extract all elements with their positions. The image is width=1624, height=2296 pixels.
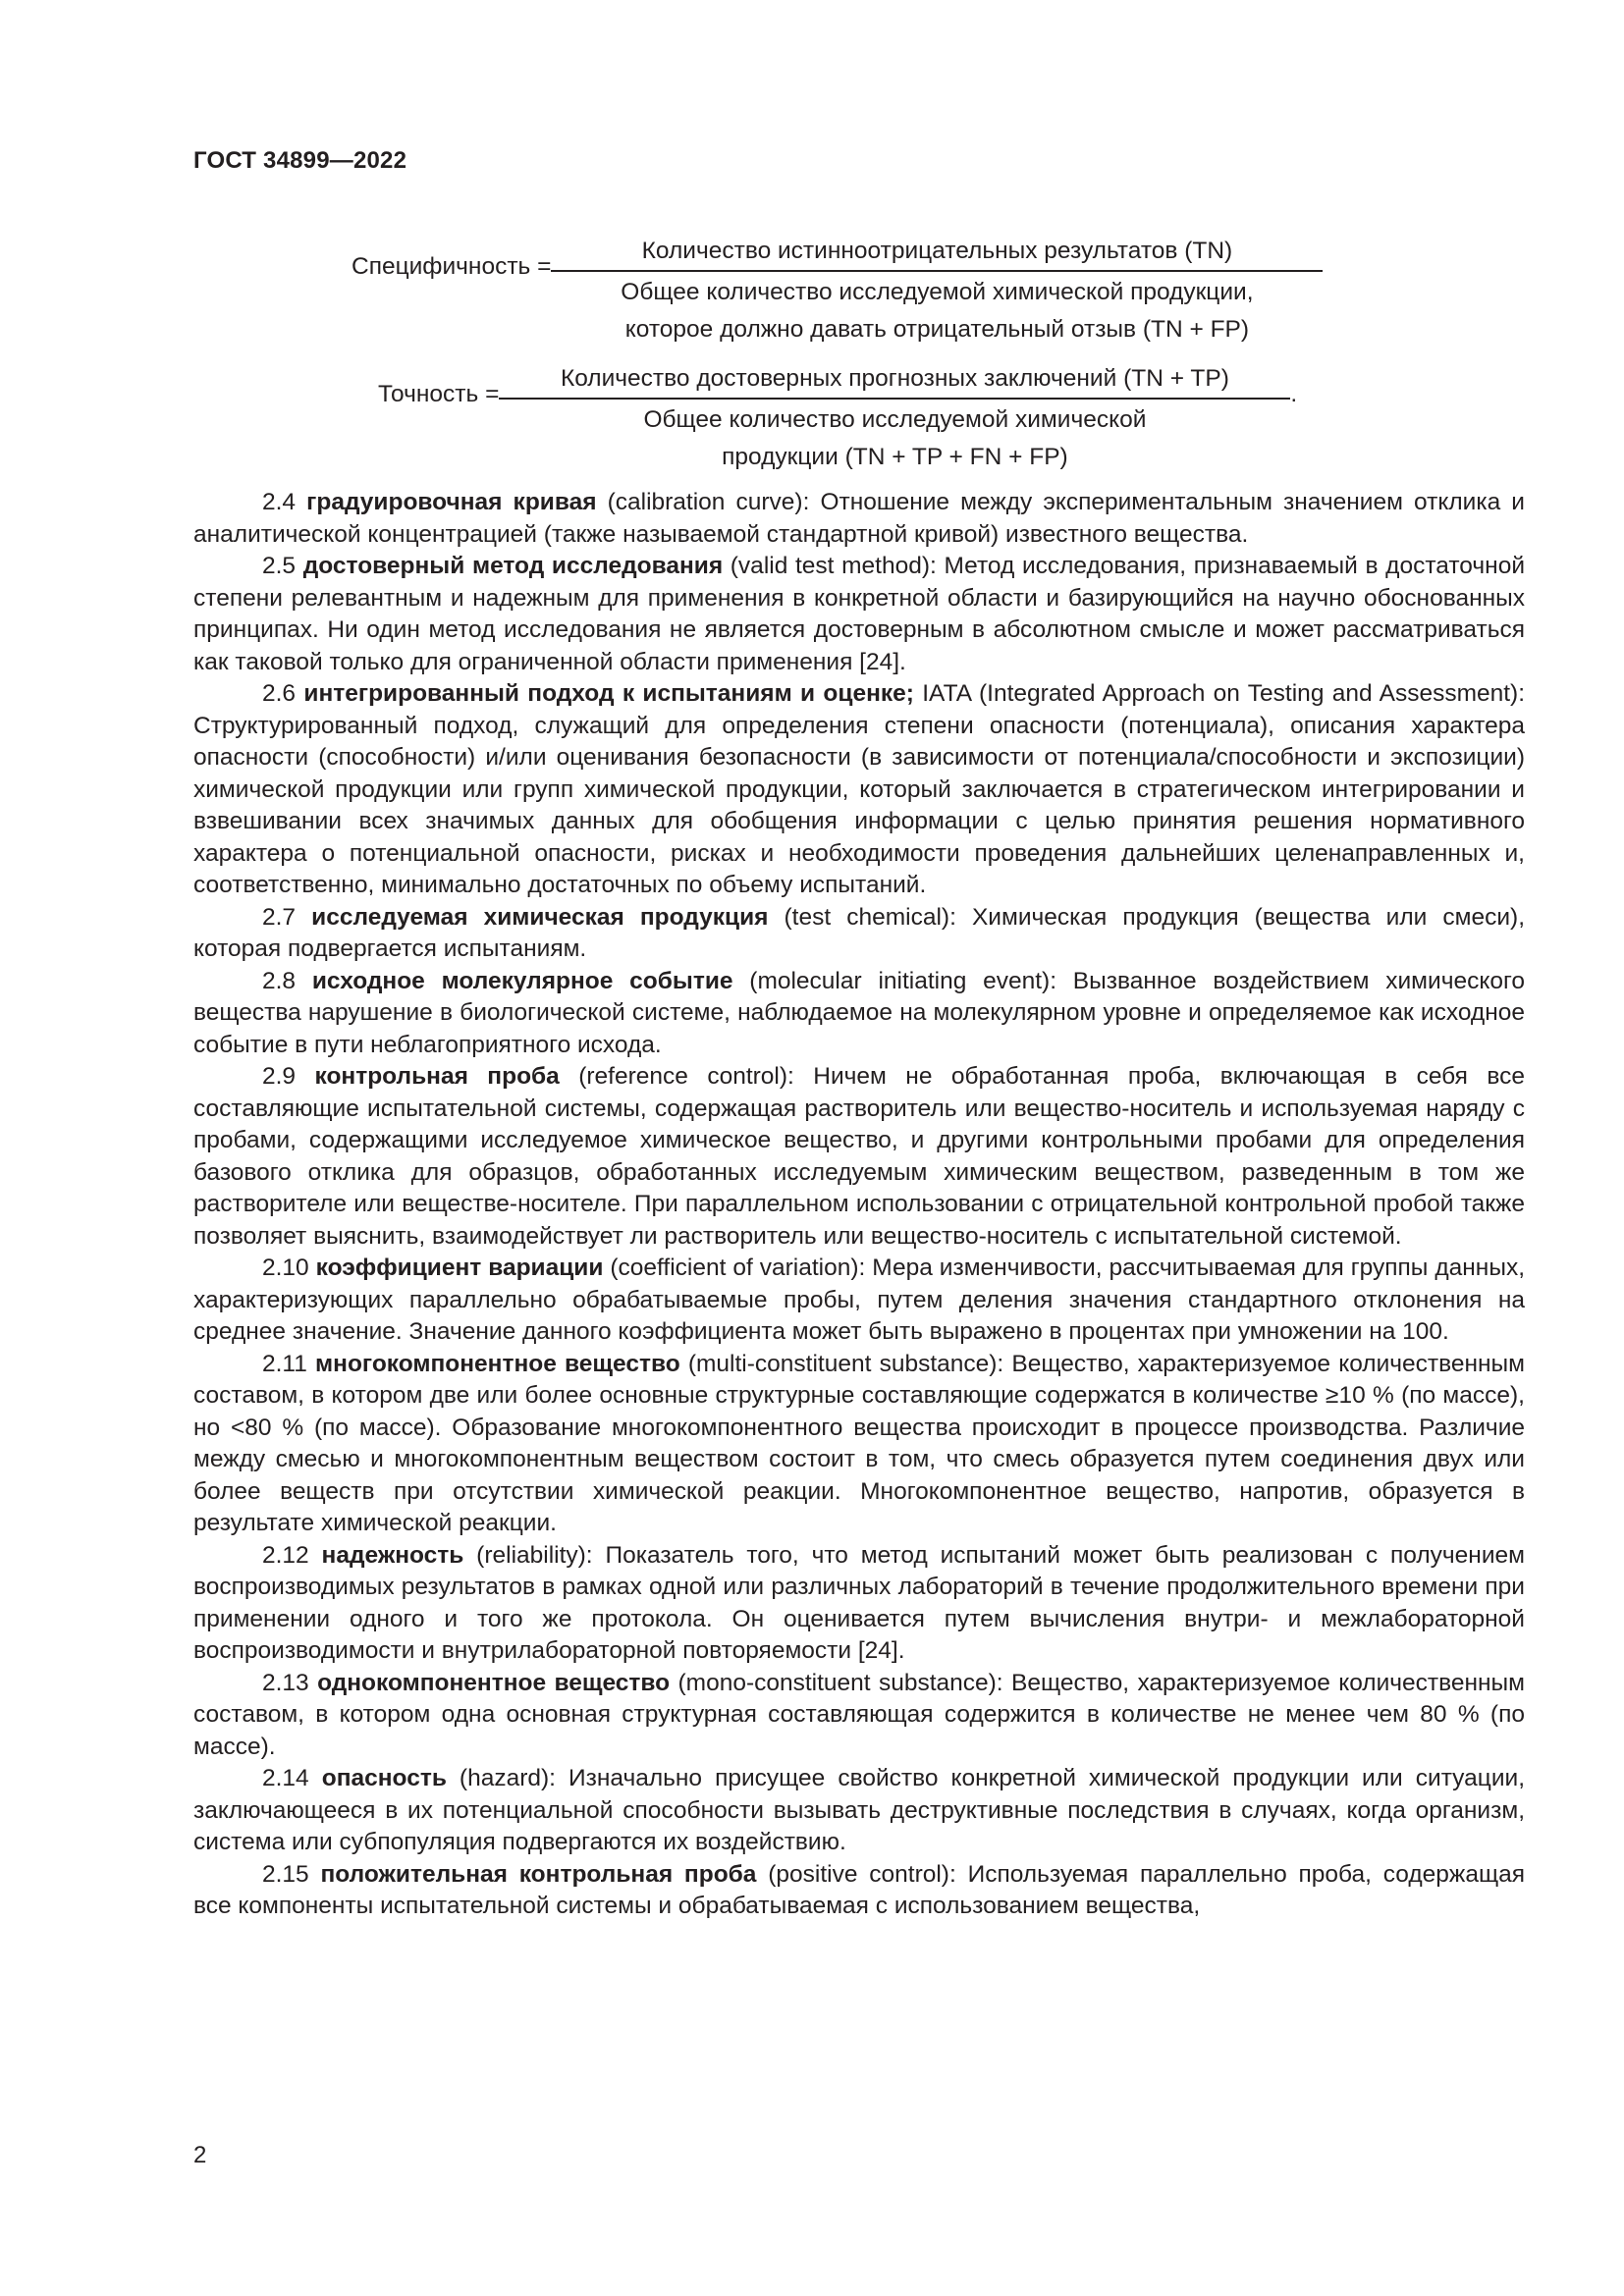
definition-2-10 — [193, 1253, 1525, 1349]
formula-fraction — [551, 238, 1323, 347]
term: коэффициент вариации — [315, 1255, 604, 1281]
term: положительная контрольная проба — [320, 1860, 757, 1888]
definition-2-15 — [193, 1859, 1525, 1923]
definition-text: (test chemical): Химическая продукция (вещества или смеси), которая подвергается испытаниям. — [193, 903, 1525, 962]
clause-number: 2.13 — [262, 1669, 309, 1696]
definition-text: (mono-constituent substance): Вещество, характеризуемое количественным составом, в котором одна основная структурная составляющая содержится в количестве не менее чем 80 % (по массе). — [193, 1669, 1526, 1760]
clause-number: 2.11 — [262, 1350, 307, 1377]
clause-number: 2.6 — [262, 680, 297, 707]
clause-number: 2.15 — [262, 1860, 309, 1888]
formula-numerator: Количество истинноотрицательных результатов (TN) — [641, 238, 1233, 264]
definition-text: (positive control): Используемая параллельно проба, содержащая все компоненты испытательной системы и обрабатываемая с использованием вещества, — [193, 1860, 1525, 1919]
definition-text: IATA (Integrated Approach on Testing and Assessment): Структурированный подход, служащий для определения степени опасности (потенциала), описания характера опасности (способности) и/или оценивания безопасности (в зависимости от потенциала/способности и экспозиции) химической продукции или групп химической продукции, который заключается в стратегическом интегрировании и взвешивании всех значимых данных для обобщения информации с целью принятия решения нормативного характера о потенциальной опасности, рисках и необходимости проведения дальнейших целенаправленных и, соответственно, минимально достаточных по объему испытаний. — [193, 680, 1526, 898]
document-header: ГОСТ 34899—2022 — [193, 147, 407, 174]
term: контрольная проба — [314, 1063, 560, 1090]
term: градуировочная кривая — [306, 489, 597, 515]
formula-denominator-line-2: которое должно давать отрицательный отзыв (TN + FP) — [624, 315, 1250, 343]
term: исходное молекулярное событие — [311, 967, 733, 994]
definition-2-7 — [193, 902, 1525, 966]
clause-number: 2.7 — [262, 903, 297, 931]
term: исследуемая химическая продукция — [311, 903, 769, 931]
definition-text: (reference control): Ничем не обработанная проба, включающая в себя все составляющие испытательной системы, содержащая растворитель или вещество-носитель и используемая наряду с пробами, содержащими исследуемое химическое вещество, и другими контрольными пробами для определения базового отклика для образцов, обработанных исследуемым химическим веществом, разведенным в том же растворителе или веществе-носителе. При параллельном использовании с отрицательной контрольной пробой также позволяет выяснить, взаимодействует ли растворитель или вещество-носитель с испытательной системой. — [193, 1063, 1525, 1250]
clause-number: 2.8 — [262, 967, 297, 994]
definition-2-12 — [193, 1540, 1525, 1668]
formula-fraction — [499, 365, 1290, 474]
formula-period: . — [1290, 381, 1298, 407]
formula-denominator-line-1: Общее количество исследуемой химической продукции, — [621, 278, 1254, 305]
formula-denominator-line-1: Общее количество исследуемой химической — [643, 405, 1147, 433]
term: интегрированный подход к испытаниям и оценке; — [303, 680, 914, 707]
definition-text: (multi-constituent substance): Вещество, характеризуемое количественным составом, в котором две или более основные структурные составляющие содержатся в количестве ≥10 % (по массе), но <80 % (по массе). Образование многокомпонентного вещества происходит в процессе производства. Различие между смесью и многокомпонентным веществом состоит в том, что смесь образуется путем соединения двух или более веществ при отсутствии химической реакции. Многокомпонентное вещество, напротив, образуется в результате химической реакции. — [193, 1350, 1526, 1536]
term: многокомпонентное вещество — [315, 1350, 680, 1377]
term: достоверный метод исследования — [302, 553, 724, 579]
clause-number: 2.14 — [262, 1765, 309, 1791]
formula-numerator: Количество достоверных прогнозных заключений (TN + TP) — [560, 365, 1229, 392]
definition-2-8 — [193, 966, 1525, 1062]
clause-number: 2.12 — [262, 1541, 309, 1569]
specificity-formula — [352, 238, 1323, 347]
clause-number: 2.10 — [262, 1255, 309, 1281]
definition-text: (calibration curve): Отношение между экспериментальным значением отклика и аналитической концентрацией (также называемой стандартной кривой) известного вещества. — [193, 489, 1525, 548]
definition-2-13 — [193, 1668, 1525, 1764]
definition-text: (molecular initiating event): Вызванное воздействием химического вещества нарушение в биологической системе, наблюдаемое на молекулярном уровне и определяемое как исходное событие в пути неблагоприятного исхода. — [193, 967, 1525, 1058]
definitions-body — [193, 487, 1525, 1923]
definition-2-6 — [193, 678, 1525, 902]
term: однокомпонентное вещество — [317, 1669, 671, 1696]
definition-2-14 — [193, 1763, 1525, 1859]
definition-text: (hazard): Изначально присущее свойство конкретной химической продукции или ситуации, заключающееся в их потенциальной способности вызывать деструктивные последствия в случаях, когда организм, система или субпопуляция подвергаются их воздействию. — [193, 1765, 1525, 1855]
definition-text: (valid test method): Метод исследования, признаваемый в достаточной степени релевантным и надежным для применения в конкретной области и базирующийся на научно обоснованных принципах. Ни один метод исследования не является достоверным в абсолютном смысле и может рассматриваться как таковой только для ограниченной области применения [24]. — [193, 553, 1526, 675]
clause-number: 2.4 — [262, 489, 297, 515]
formula-denominator-line-2: продукции (TN + TP + FN + FP) — [722, 443, 1068, 470]
clause-number: 2.9 — [262, 1063, 297, 1090]
clause-number: 2.5 — [262, 553, 297, 579]
term: опасность — [321, 1765, 447, 1791]
accuracy-formula — [378, 365, 1297, 474]
formula-lhs: Точность = — [378, 381, 500, 407]
term: надежность — [321, 1541, 464, 1569]
definition-text: (reliability): Показатель того, что метод испытаний может быть реализован с получением воспроизводимых результатов в рамках одной или различных лабораторий в течение продолжительного времени при применении одного и того же протокола. Он оценивается путем вычисления внутри- и межлабораторной воспроизводимости и внутрилабораторной повторяемости [24]. — [193, 1541, 1525, 1664]
page-number: 2 — [193, 2142, 207, 2168]
formula-lhs: Специфичность = — [352, 253, 552, 280]
definition-2-4 — [193, 487, 1525, 551]
definition-2-9 — [193, 1061, 1525, 1253]
definition-text: (coefficient of variation): Мера изменчивости, рассчитываемая для группы данных, характеризующих параллельно обрабатываемые пробы, путем деления значения стандартного отклонения на среднее значение. Значение данного коэффициента может быть выражено в процентах при умножении на 100. — [193, 1255, 1525, 1345]
definition-2-5 — [193, 551, 1525, 678]
definition-2-11 — [193, 1349, 1525, 1540]
